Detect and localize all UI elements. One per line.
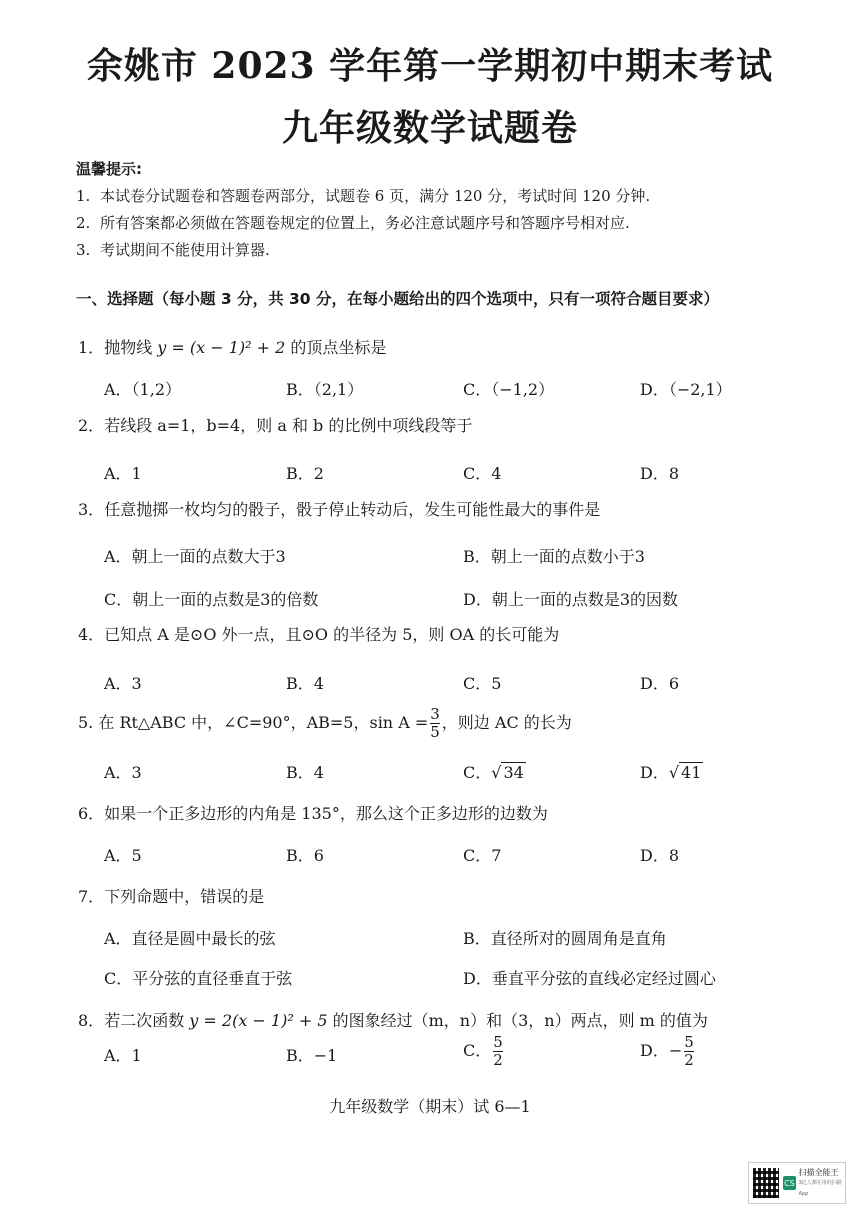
fraction: $\frac{5}{2}$ [684,1033,694,1069]
question-4: 4．已知点 A 是⊙O 外一点，且⊙O 的半径为 5，则 OA 的长可能为 [78,625,560,644]
watermark-sub: 3亿人都在用的扫描App [798,1179,842,1197]
option-a: A．1 [104,464,142,483]
option-c: C．平分弦的直径垂直于弦 [104,969,293,988]
option-b: B．4 [286,763,324,782]
option-a: A．朝上一面的点数大于3 [104,547,286,566]
question-5: 5. 在 Rt△ABC 中，∠C=90°，AB=5，sin A = $\frac{3}{5}$ ，则边 AC 的长为 [78,705,572,741]
qr-code-icon [753,1168,779,1198]
option-a: A．（1,2） [104,380,182,399]
option-b: B．6 [286,846,324,865]
option-c: C．（−1,2） [463,380,555,399]
question-6: 6．如果一个正多边形的内角是 135°，那么这个正多边形的边数为 [78,804,548,823]
option-d: D．朝上一面的点数是3的因数 [463,590,679,609]
option-c: C．4 [463,464,502,483]
option-d: D．8 [640,846,680,865]
radicand: 34 [503,763,524,782]
question-2: 2．若线段 a=1，b=4，则 a 和 b 的比例中项线段等于 [78,416,473,435]
option-a: A．直径是圆中最长的弦 [104,929,276,948]
watermark-label: 扫描全能王 [798,1167,839,1177]
option-d: D．6 [640,674,680,693]
option-b: B．−1 [286,1046,338,1065]
option-c: C．朝上一面的点数是3的倍数 [104,590,319,609]
fraction: $\frac{5}{2}$ [493,1033,503,1069]
formula: y = (x − 1)² + 2 [157,338,286,357]
radicand: 41 [681,763,702,782]
option-a: A．5 [104,846,142,865]
option-d: D．垂直平分弦的直线必定经过圆心 [463,969,716,988]
option-a: A．3 [104,674,142,693]
option-d: D．8 [640,464,680,483]
tips-heading: 温馨提示: [76,160,142,178]
page-footer: 九年级数学（期末）试 6—1 [329,1097,531,1116]
question-8: 8．若二次函数 y = 2(x − 1)² + 5 的图象经过（m，n）和（3，n）两点，则 m 的值为 [78,1011,708,1030]
question-7: 7．下列命题中，错误的是 [78,887,265,906]
question-1: 1．抛物线 y = (x − 1)² + 2 的顶点坐标是 [78,338,387,357]
tip-item: 1. 本试卷分试题卷和答题卷两部分，试题卷 6 页，满分 120 分，考试时间 120 分钟. [76,183,816,210]
option-d: D．√ 41 [640,763,702,782]
fraction: $\frac{3}{5}$ [430,705,440,741]
option-b: B．（2,1） [286,380,364,399]
tip-item: 3. 考试期间不能使用计算器. [76,237,816,264]
section-heading: 一、选择题（每小题 3 分，共 30 分，在每小题给出的四个选项中，只有一项符合题目要求） [76,290,719,308]
tip-item: 2. 所有答案都必须做在答题卷规定的位置上，务必注意试题序号和答题序号相对应. [76,210,816,237]
exam-subtitle: 九年级数学试题卷 [281,107,578,149]
question-3: 3．任意抛掷一枚均匀的骰子，骰子停止转动后，发生可能性最大的事件是 [78,500,601,519]
option-c: C．7 [463,846,502,865]
option-d: D．（−2,1） [640,380,732,399]
option-a: A．3 [104,763,142,782]
option-c: C．5 [463,674,502,693]
option-b: B．4 [286,674,324,693]
option-c: C． $\frac{5}{2}$ [463,1033,503,1069]
option-b: B．2 [286,464,324,483]
tip-text: 考试期间不能使用计算器. [100,241,270,259]
option-a: A．1 [104,1046,142,1065]
tips-block [76,156,816,264]
camscanner-logo-icon: CS [783,1176,795,1190]
exam-title: 余姚市 2023 学年第一学期初中期末考试 [86,45,774,87]
option-b: B．直径所对的圆周角是直角 [463,929,667,948]
formula: y = 2(x − 1)² + 5 [189,1011,328,1030]
option-d: D．− $\frac{5}{2}$ [640,1033,694,1069]
scanner-watermark [748,1162,846,1204]
tip-text: 本试卷分试题卷和答题卷两部分，试题卷 6 页，满分 120 分，考试时间 120 分钟. [100,187,651,205]
tip-text: 所有答案都必须做在答题卷规定的位置上，务必注意试题序号和答题序号相对应. [100,214,630,232]
option-b: B．朝上一面的点数小于3 [463,547,645,566]
option-c: C．√ 34 [463,763,524,782]
